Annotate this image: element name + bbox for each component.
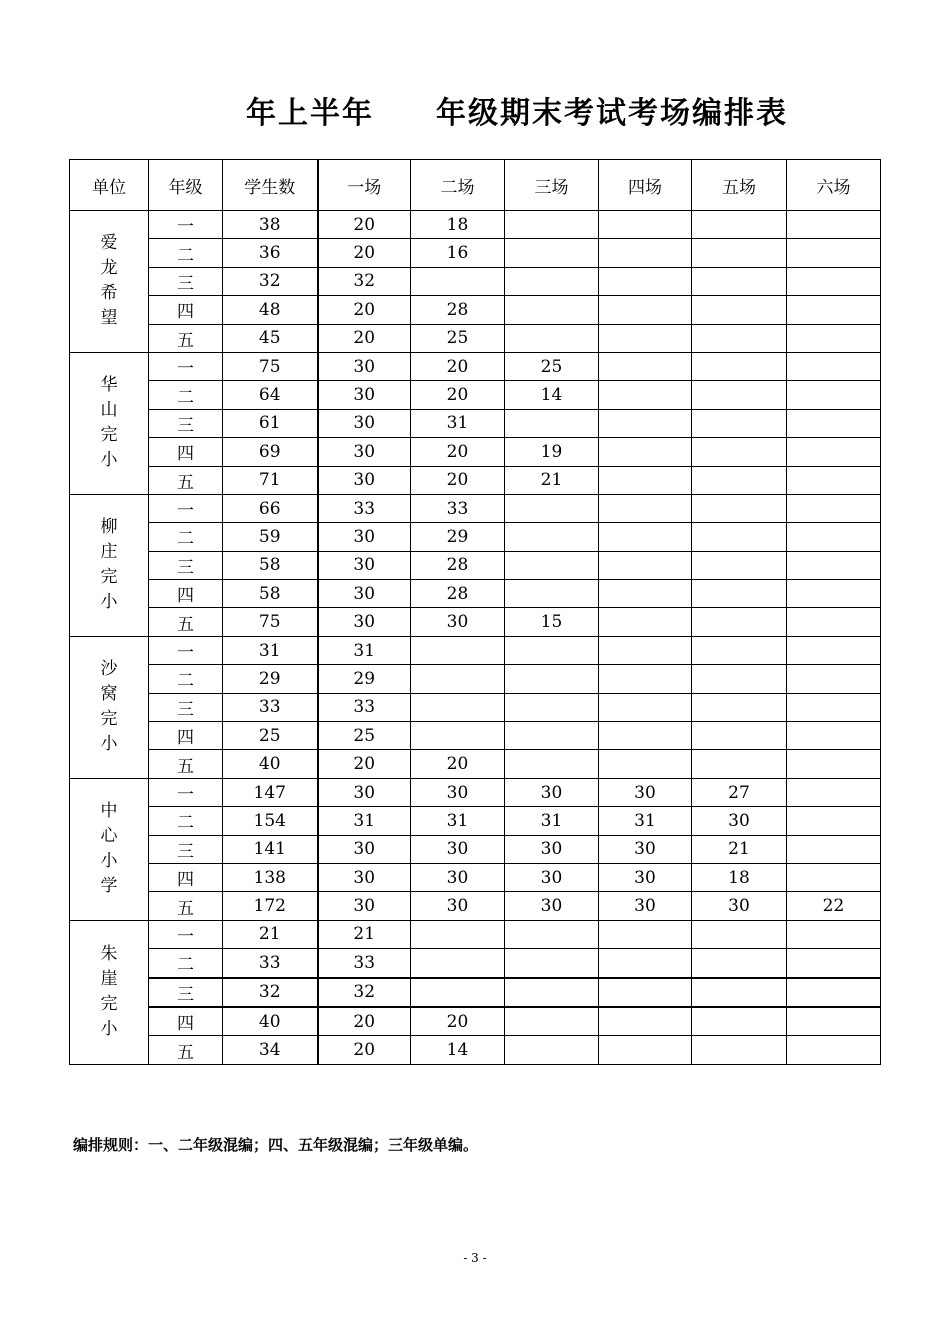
students-cell: 61 <box>223 409 318 437</box>
room-count-cell <box>505 267 599 295</box>
grade-cell: 五 <box>149 466 223 494</box>
room-count-cell: 15 <box>505 608 599 636</box>
students-cell: 138 <box>223 863 318 891</box>
room-count-cell: 30 <box>505 863 599 891</box>
table-row <box>70 920 881 948</box>
room-count-cell <box>599 978 692 1007</box>
students-cell: 36 <box>223 239 318 267</box>
column-header: 六场 <box>787 160 881 211</box>
students-cell: 45 <box>223 324 318 352</box>
room-count-cell <box>505 949 599 978</box>
room-count-cell <box>505 636 599 664</box>
students-cell: 64 <box>223 381 318 409</box>
grade-cell: 一 <box>149 494 223 522</box>
table-row <box>70 778 881 806</box>
room-count-cell: 30 <box>411 863 505 891</box>
grade-cell: 一 <box>149 211 223 239</box>
room-count-cell: 20 <box>318 239 411 267</box>
room-count-cell: 33 <box>411 494 505 522</box>
grade-cell: 四 <box>149 580 223 608</box>
grade-cell: 三 <box>149 409 223 437</box>
room-count-cell <box>787 608 881 636</box>
room-count-cell: 25 <box>505 352 599 380</box>
room-count-cell <box>692 494 787 522</box>
grade-cell: 四 <box>149 438 223 466</box>
room-count-cell <box>505 409 599 437</box>
room-count-cell <box>505 1007 599 1036</box>
grade-cell: 四 <box>149 722 223 750</box>
room-count-cell <box>787 949 881 978</box>
room-count-cell: 22 <box>787 892 881 920</box>
room-count-cell <box>599 920 692 948</box>
room-count-cell <box>599 211 692 239</box>
column-header: 五场 <box>692 160 787 211</box>
room-count-cell <box>505 551 599 579</box>
students-cell: 40 <box>223 750 318 778</box>
room-count-cell <box>787 267 881 295</box>
unit-name: 爱龙希望 <box>100 233 118 329</box>
students-cell: 141 <box>223 835 318 863</box>
room-count-cell <box>692 296 787 324</box>
room-count-cell <box>505 978 599 1007</box>
room-count-cell <box>787 807 881 835</box>
grade-cell: 四 <box>149 296 223 324</box>
room-count-cell <box>787 211 881 239</box>
table-row <box>70 1036 881 1064</box>
table-row <box>70 978 881 1007</box>
room-count-cell <box>787 296 881 324</box>
room-count-cell: 25 <box>411 324 505 352</box>
room-count-cell <box>505 920 599 948</box>
room-count-cell <box>599 636 692 664</box>
room-count-cell <box>692 608 787 636</box>
column-header: 单位 <box>70 160 149 211</box>
room-count-cell: 32 <box>318 978 411 1007</box>
room-count-cell <box>505 665 599 693</box>
table-row <box>70 466 881 494</box>
students-cell: 38 <box>223 211 318 239</box>
room-count-cell <box>599 608 692 636</box>
column-header: 四场 <box>599 160 692 211</box>
room-count-cell: 30 <box>411 835 505 863</box>
table-row <box>70 381 881 409</box>
room-count-cell: 20 <box>411 750 505 778</box>
table-row <box>70 636 881 664</box>
grade-cell: 二 <box>149 239 223 267</box>
room-count-cell <box>692 920 787 948</box>
room-count-cell: 30 <box>411 892 505 920</box>
column-header: 一场 <box>318 160 411 211</box>
grade-cell: 二 <box>149 807 223 835</box>
room-count-cell: 14 <box>411 1036 505 1064</box>
room-count-cell: 16 <box>411 239 505 267</box>
room-count-cell <box>787 1036 881 1064</box>
room-count-cell <box>505 494 599 522</box>
room-count-cell <box>787 863 881 891</box>
students-cell: 66 <box>223 494 318 522</box>
room-count-cell <box>692 409 787 437</box>
room-count-cell <box>787 409 881 437</box>
room-count-cell <box>599 352 692 380</box>
grade-cell: 三 <box>149 267 223 295</box>
room-count-cell <box>505 211 599 239</box>
students-cell: 33 <box>223 949 318 978</box>
room-count-cell <box>505 580 599 608</box>
grade-cell: 五 <box>149 324 223 352</box>
room-count-cell <box>787 324 881 352</box>
room-count-cell <box>505 239 599 267</box>
students-cell: 58 <box>223 580 318 608</box>
room-count-cell <box>692 466 787 494</box>
grade-cell: 二 <box>149 523 223 551</box>
room-count-cell <box>787 580 881 608</box>
table-row <box>70 494 881 522</box>
grade-cell: 五 <box>149 892 223 920</box>
room-count-cell: 31 <box>318 636 411 664</box>
room-count-cell: 20 <box>318 211 411 239</box>
unit-name: 柳庄完小 <box>100 517 118 613</box>
room-count-cell <box>599 381 692 409</box>
grade-cell: 一 <box>149 778 223 806</box>
table-row <box>70 211 881 239</box>
room-count-cell <box>599 438 692 466</box>
grade-cell: 三 <box>149 693 223 721</box>
room-count-cell <box>787 1007 881 1036</box>
table-row <box>70 580 881 608</box>
students-cell: 29 <box>223 665 318 693</box>
room-count-cell: 18 <box>411 211 505 239</box>
room-count-cell: 30 <box>318 835 411 863</box>
students-cell: 31 <box>223 636 318 664</box>
room-count-cell <box>411 978 505 1007</box>
students-cell: 69 <box>223 438 318 466</box>
room-count-cell: 21 <box>692 835 787 863</box>
table-row <box>70 835 881 863</box>
room-count-cell <box>692 438 787 466</box>
grade-cell: 五 <box>149 1036 223 1064</box>
room-count-cell <box>787 835 881 863</box>
column-header: 学生数 <box>223 160 318 211</box>
room-count-cell: 30 <box>318 892 411 920</box>
room-count-cell: 30 <box>318 580 411 608</box>
room-count-cell <box>505 523 599 551</box>
room-count-cell <box>599 750 692 778</box>
room-count-cell <box>787 920 881 948</box>
room-count-cell <box>599 665 692 693</box>
room-count-cell: 30 <box>692 807 787 835</box>
room-count-cell: 30 <box>692 892 787 920</box>
room-count-cell <box>505 1036 599 1064</box>
unit-cell <box>70 920 149 1064</box>
column-header: 年级 <box>149 160 223 211</box>
room-count-cell: 30 <box>599 835 692 863</box>
room-count-cell: 30 <box>318 466 411 494</box>
room-count-cell <box>599 409 692 437</box>
room-count-cell <box>787 978 881 1007</box>
room-count-cell: 30 <box>318 863 411 891</box>
room-count-cell <box>787 438 881 466</box>
grade-cell: 三 <box>149 978 223 1007</box>
room-count-cell: 30 <box>505 892 599 920</box>
room-count-cell: 30 <box>505 835 599 863</box>
room-count-cell <box>692 239 787 267</box>
students-cell: 71 <box>223 466 318 494</box>
room-count-cell: 20 <box>318 296 411 324</box>
room-count-cell: 29 <box>411 523 505 551</box>
room-count-cell: 33 <box>318 693 411 721</box>
table-row <box>70 409 881 437</box>
room-count-cell: 27 <box>692 778 787 806</box>
table-row <box>70 608 881 636</box>
room-count-cell: 30 <box>318 409 411 437</box>
room-count-cell: 32 <box>318 267 411 295</box>
room-count-cell: 33 <box>318 949 411 978</box>
column-header: 三场 <box>505 160 599 211</box>
room-count-cell: 30 <box>318 523 411 551</box>
room-count-cell: 31 <box>599 807 692 835</box>
room-count-cell <box>692 750 787 778</box>
room-count-cell <box>787 381 881 409</box>
room-count-cell <box>787 352 881 380</box>
room-count-cell <box>787 693 881 721</box>
room-count-cell <box>599 580 692 608</box>
table-row <box>70 693 881 721</box>
table-row <box>70 438 881 466</box>
table-row <box>70 551 881 579</box>
students-cell: 25 <box>223 722 318 750</box>
table-row <box>70 807 881 835</box>
room-count-cell <box>787 778 881 806</box>
grade-cell: 五 <box>149 750 223 778</box>
unit-cell <box>70 778 149 920</box>
room-count-cell: 20 <box>411 466 505 494</box>
title-part-2: 年级期末考试考场编排表 <box>436 96 788 131</box>
room-count-cell <box>787 722 881 750</box>
room-count-cell <box>692 693 787 721</box>
table-row <box>70 1007 881 1036</box>
table-row <box>70 892 881 920</box>
table-row <box>70 949 881 978</box>
room-count-cell <box>505 722 599 750</box>
unit-name: 沙窝完小 <box>100 659 118 755</box>
room-count-cell <box>505 324 599 352</box>
table-row <box>70 665 881 693</box>
room-count-cell: 30 <box>318 608 411 636</box>
students-cell: 32 <box>223 978 318 1007</box>
room-count-cell <box>411 636 505 664</box>
room-count-cell: 30 <box>505 778 599 806</box>
exam-room-schedule-table <box>69 159 881 1065</box>
room-count-cell <box>411 665 505 693</box>
room-count-cell <box>599 949 692 978</box>
room-count-cell <box>599 523 692 551</box>
room-count-cell <box>692 1007 787 1036</box>
room-count-cell: 33 <box>318 494 411 522</box>
room-count-cell: 31 <box>318 807 411 835</box>
room-count-cell <box>599 296 692 324</box>
students-cell: 21 <box>223 920 318 948</box>
table-row <box>70 750 881 778</box>
room-count-cell: 30 <box>318 352 411 380</box>
students-cell: 154 <box>223 807 318 835</box>
room-count-cell <box>787 239 881 267</box>
room-count-cell: 30 <box>599 892 692 920</box>
room-count-cell: 20 <box>318 750 411 778</box>
room-count-cell <box>599 551 692 579</box>
unit-cell <box>70 636 149 778</box>
room-count-cell <box>599 494 692 522</box>
room-count-cell: 25 <box>318 722 411 750</box>
room-count-cell: 20 <box>411 438 505 466</box>
room-count-cell <box>692 1036 787 1064</box>
room-count-cell <box>505 296 599 324</box>
students-cell: 48 <box>223 296 318 324</box>
room-count-cell: 20 <box>318 1036 411 1064</box>
room-count-cell: 20 <box>318 324 411 352</box>
table-row <box>70 324 881 352</box>
grade-cell: 一 <box>149 636 223 664</box>
unit-name: 中心小学 <box>100 801 118 897</box>
room-count-cell <box>692 949 787 978</box>
room-count-cell: 31 <box>505 807 599 835</box>
room-count-cell <box>692 523 787 551</box>
students-cell: 59 <box>223 523 318 551</box>
document-title <box>0 88 950 132</box>
grade-cell: 二 <box>149 381 223 409</box>
room-count-cell <box>692 551 787 579</box>
room-count-cell <box>787 636 881 664</box>
unit-cell <box>70 494 149 636</box>
page-number: - 3 - <box>463 1251 487 1265</box>
room-count-cell <box>599 693 692 721</box>
students-cell: 33 <box>223 693 318 721</box>
room-count-cell <box>599 267 692 295</box>
grade-cell: 四 <box>149 863 223 891</box>
room-count-cell <box>599 1036 692 1064</box>
room-count-cell <box>599 466 692 494</box>
unit-name: 朱崖完小 <box>100 944 118 1040</box>
table-row <box>70 296 881 324</box>
arrangement-rule-note: 编排规则：一、二年级混编；四、五年级混编；三年级单编。 <box>73 1136 479 1154</box>
room-count-cell <box>599 1007 692 1036</box>
room-count-cell <box>692 381 787 409</box>
room-count-cell: 31 <box>411 807 505 835</box>
grade-cell: 二 <box>149 949 223 978</box>
room-count-cell: 30 <box>599 778 692 806</box>
room-count-cell: 19 <box>505 438 599 466</box>
students-cell: 75 <box>223 608 318 636</box>
room-count-cell: 31 <box>411 409 505 437</box>
room-count-cell <box>787 494 881 522</box>
room-count-cell <box>692 636 787 664</box>
room-count-cell <box>599 324 692 352</box>
room-count-cell: 28 <box>411 551 505 579</box>
room-count-cell: 20 <box>411 352 505 380</box>
room-count-cell: 28 <box>411 296 505 324</box>
grade-cell: 一 <box>149 352 223 380</box>
table-row <box>70 863 881 891</box>
room-count-cell <box>505 750 599 778</box>
room-count-cell <box>692 324 787 352</box>
room-count-cell <box>599 722 692 750</box>
room-count-cell: 20 <box>411 381 505 409</box>
room-count-cell: 20 <box>411 1007 505 1036</box>
room-count-cell <box>787 466 881 494</box>
students-cell: 32 <box>223 267 318 295</box>
title-part-1: 年上半年 <box>246 96 374 131</box>
students-cell: 40 <box>223 1007 318 1036</box>
students-cell: 34 <box>223 1036 318 1064</box>
room-count-cell <box>411 693 505 721</box>
grade-cell: 四 <box>149 1007 223 1036</box>
table-row <box>70 722 881 750</box>
room-count-cell: 21 <box>318 920 411 948</box>
room-count-cell <box>692 580 787 608</box>
room-count-cell: 30 <box>318 778 411 806</box>
unit-cell <box>70 352 149 494</box>
grade-cell: 一 <box>149 920 223 948</box>
column-header: 二场 <box>411 160 505 211</box>
grade-cell: 五 <box>149 608 223 636</box>
room-count-cell <box>692 665 787 693</box>
room-count-cell: 18 <box>692 863 787 891</box>
unit-name: 华山完小 <box>100 375 118 471</box>
room-count-cell: 29 <box>318 665 411 693</box>
room-count-cell <box>692 978 787 1007</box>
room-count-cell <box>787 665 881 693</box>
room-count-cell <box>411 267 505 295</box>
room-count-cell: 30 <box>318 438 411 466</box>
room-count-cell: 28 <box>411 580 505 608</box>
room-count-cell: 20 <box>318 1007 411 1036</box>
room-count-cell <box>411 920 505 948</box>
students-cell: 147 <box>223 778 318 806</box>
room-count-cell <box>411 949 505 978</box>
room-count-cell <box>787 551 881 579</box>
room-count-cell <box>692 352 787 380</box>
room-count-cell <box>505 693 599 721</box>
room-count-cell: 30 <box>411 778 505 806</box>
room-count-cell: 30 <box>318 381 411 409</box>
grade-cell: 二 <box>149 665 223 693</box>
table-row <box>70 239 881 267</box>
students-cell: 172 <box>223 892 318 920</box>
room-count-cell: 21 <box>505 466 599 494</box>
room-count-cell <box>787 750 881 778</box>
room-count-cell <box>692 267 787 295</box>
table-row <box>70 267 881 295</box>
room-count-cell <box>411 722 505 750</box>
room-count-cell <box>692 722 787 750</box>
room-count-cell <box>692 211 787 239</box>
room-count-cell <box>599 239 692 267</box>
grade-cell: 三 <box>149 551 223 579</box>
grade-cell: 三 <box>149 835 223 863</box>
table-row <box>70 523 881 551</box>
students-cell: 75 <box>223 352 318 380</box>
table-row <box>70 352 881 380</box>
room-count-cell: 30 <box>599 863 692 891</box>
unit-cell <box>70 211 149 353</box>
room-count-cell: 30 <box>318 551 411 579</box>
room-count-cell <box>787 523 881 551</box>
room-count-cell: 30 <box>411 608 505 636</box>
table-body <box>70 211 881 1065</box>
students-cell: 58 <box>223 551 318 579</box>
room-count-cell: 14 <box>505 381 599 409</box>
header-row <box>70 160 881 211</box>
